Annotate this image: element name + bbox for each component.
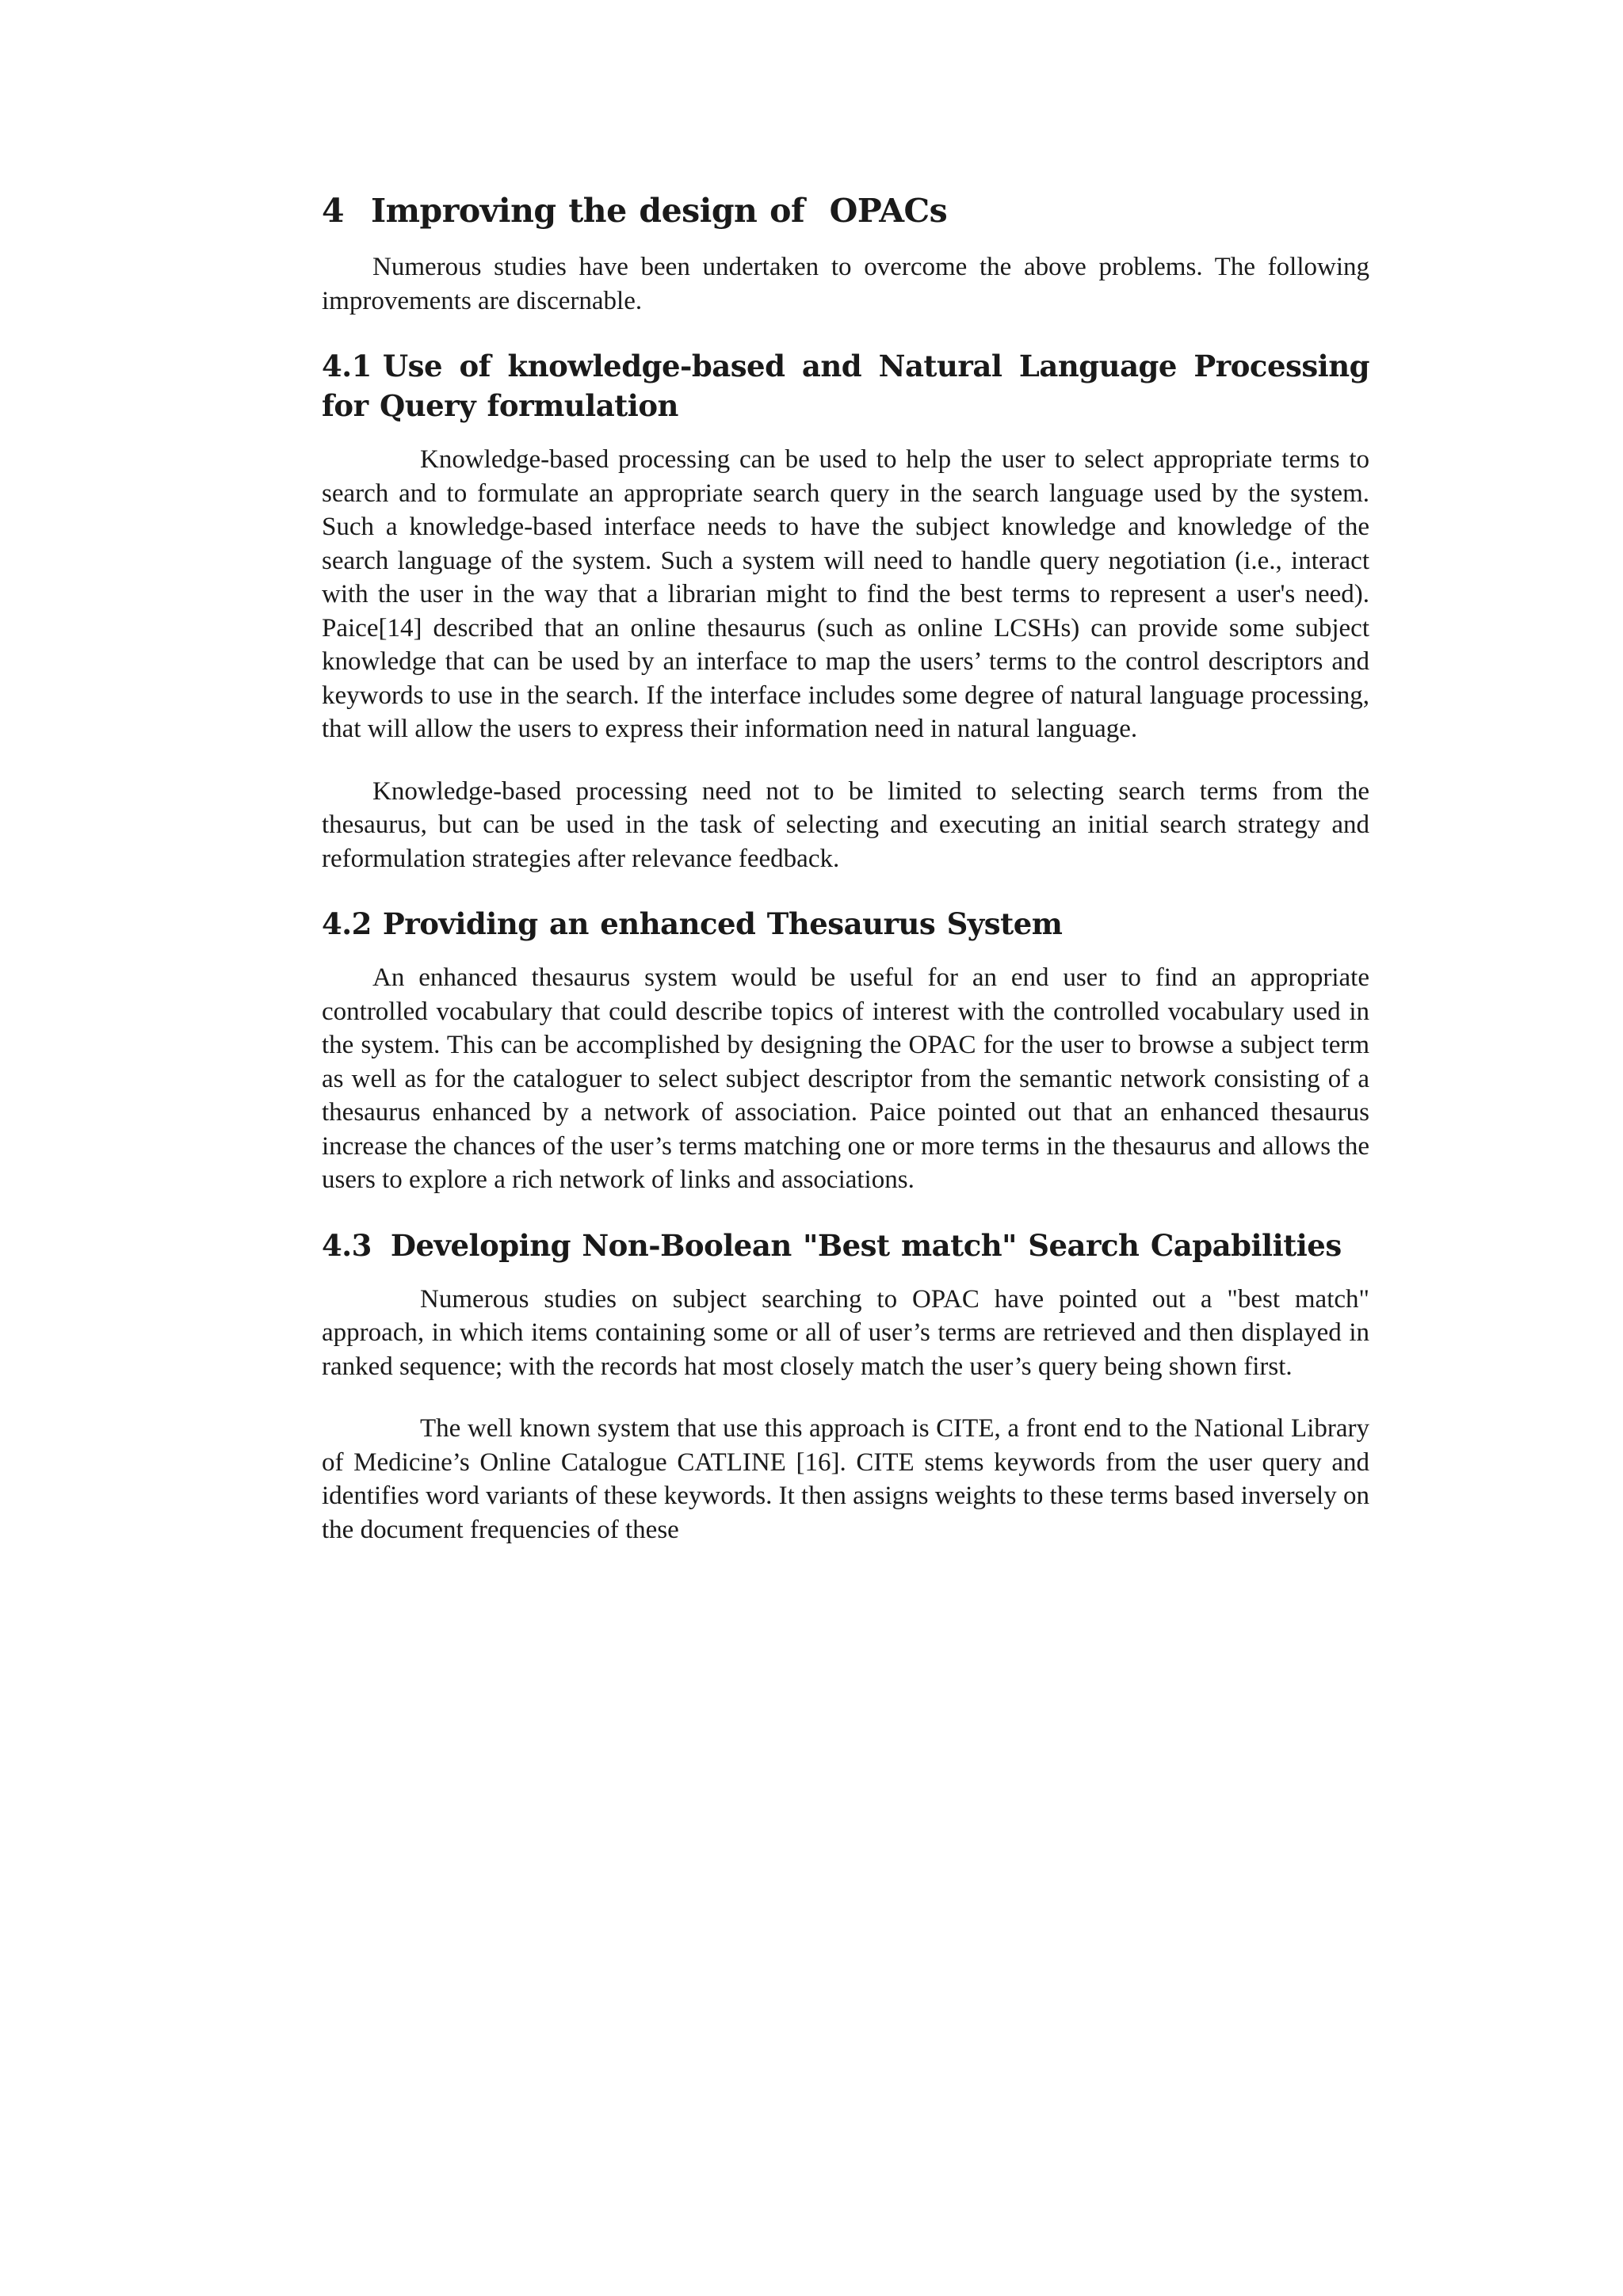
section-4-1 [322, 346, 1369, 875]
section-heading-4-2 [322, 904, 1369, 944]
section-number: 4 [322, 192, 345, 230]
paragraph: Numerous studies on subject searching to OPAC have pointed out a "best match" approach, in which items containing some or all of user’s terms are retrieved and then displayed in ranked sequence; with the records hat most closely match the user’s query being shown first. [322, 1284, 1369, 1381]
section-title: Developing Non-Boolean "Best match" Search Capabilities [390, 1227, 1342, 1263]
paragraph: Knowledge-based processing need not to be limited to selecting search terms from the thesaurus, but can be used in the task of selecting and executing an initial search strategy and reformulation strategies after relevance feedback. [322, 776, 1369, 873]
section-heading-4-1 [322, 346, 1369, 425]
section-title: Providing an enhanced Thesaurus System [382, 906, 1063, 941]
section-number: 4.3 [322, 1227, 372, 1263]
section-title: Improving the design of OPACs [371, 192, 948, 230]
document-page [322, 192, 1369, 1547]
paragraph: Numerous studies have been undertaken to overcome the above problems. The following improvements are discernable. [322, 253, 1369, 315]
section-heading-4-3 [322, 1226, 1369, 1265]
section-heading-4 [322, 192, 1369, 230]
paragraph: An enhanced thesaurus system would be useful for an end user to find an appropriate controlled vocabulary that could describe topics of interest with the controlled vocabulary used in the system. This can be accomplished by designing the OPAC for the user to browse a subject term as well as for the cataloguer to select subject descriptor from the semantic network consisting of a thesaurus enhanced by a network of association. Paice pointed out that an enhanced thesaurus increase the chances of the user’s terms matching one or more terms in the thesaurus and allows the users to explore a rich network of links and associations. [322, 963, 1369, 1194]
section-title: Use of knowledge-based and Natural Language Processing for Query formulation [322, 349, 1369, 423]
section-number: 4.2 [322, 906, 372, 941]
paragraph: Knowledge-based processing can be used to help the user to select appropriate terms to search and to formulate an appropriate search query in the search language used by the system. Such a knowledge-based interface needs to have the subject knowledge and knowledge of the search language of the system. Such a system will need to handle query negotiation (i.e., interact with the user in the way that a librarian might to find the best terms to represent a user's need). Paice[14] described that an online thesaurus (such as online LCSHs) can provide some subject knowledge that can be used by an interface to map the users’ terms to the control descriptors and keywords to use in the search. If the interface includes some degree of natural language processing, that will allow the users to express their information need in natural language. [322, 445, 1369, 743]
paragraph: The well known system that use this approach is CITE, a front end to the National Library of Medicine’s Online Catalogue CATLINE [16]. CITE stems keywords from the user query and identifies word variants of these keywords. It then assigns weights to these terms based inversely on the document frequencies of these [322, 1414, 1369, 1544]
section-number: 4.1 [322, 349, 372, 383]
section-4-3 [322, 1226, 1369, 1547]
section-4-2 [322, 904, 1369, 1197]
